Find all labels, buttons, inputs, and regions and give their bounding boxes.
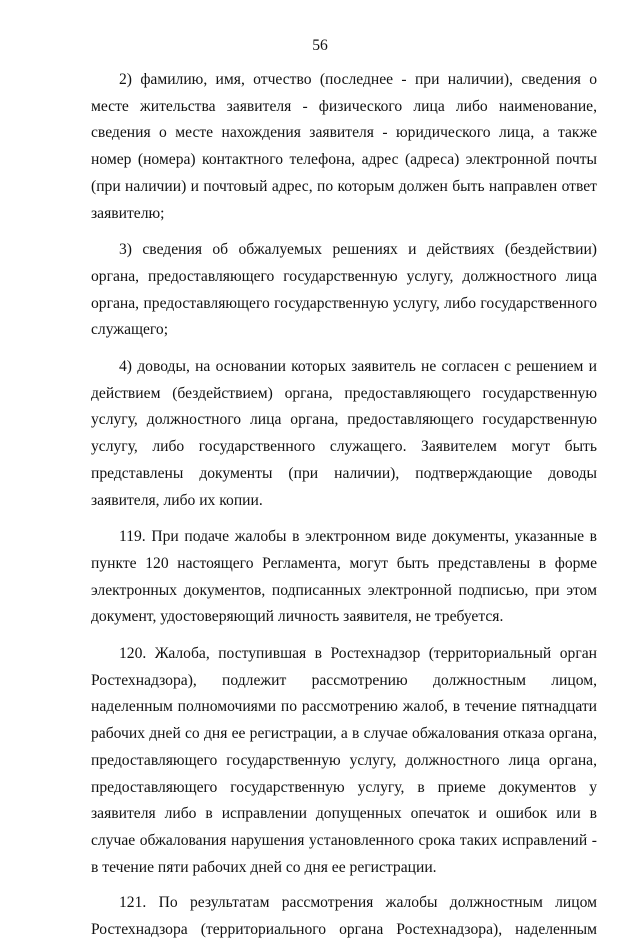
page-number: 56: [312, 37, 328, 54]
paragraph-121-review-results: 121. По результатам рассмотрения жалобы должностным лицом Ростехнадзора (территориального органа Ростехнадзора), наделенным: [91, 894, 597, 939]
paragraph-applicant-details: 2) фамилию, имя, отчество (последнее - при наличии), сведения о месте жительства заявителя - физического лица либо наименование, сведения о месте нахождения заявителя - юридического лица, а также номер (номера) контактного телефона, адрес (адреса) электронной почты (при наличии) и почтовый адрес, по которым должен быть направлен ответ заявителю;: [91, 71, 597, 222]
paragraph-120-review-period: 120. Жалоба, поступившая в Ростехнадзор (территориальный орган Ростехнадзора), подлежит рассмотрению должностным лицом, наделенным полномочиями по рассмотрению жалоб, в течение пятнадцати рабочих дней со дня ее регистрации, а в случае обжалования отказа органа, предоставляющего государственную услугу, должностного лица органа, предоставляющего государственную услугу, в приеме документов у заявителя либо в исправлении допущенных опечаток и ошибок или в случае обжалования нарушения установленного срока таких исправлений - в течение пяти рабочих дней со дня ее регистрации.: [91, 645, 597, 876]
document-body: [91, 67, 597, 944]
paragraph-arguments: 4) доводы, на основании которых заявитель не согласен с решением и действием (бездействием) органа, предоставляющего государственную услугу, должностного лица органа, предоставляющего государственную услугу, либо государственного служащего. Заявителем могут быть представлены документы (при наличии), подтверждающие доводы заявителя, либо их копии.: [91, 358, 597, 509]
paragraph-appealed-decisions: 3) сведения об обжалуемых решениях и действиях (бездействии) органа, предоставляющего государственную услугу, должностного лица органа, предоставляющего государственную услугу, либо государственного служащего;: [91, 241, 597, 339]
paragraph-119-electronic-submission: 119. При подаче жалобы в электронном виде документы, указанные в пункте 120 настоящего Регламента, могут быть представлены в форме электронных документов, подписанных электронной подписью, при этом документ, удостоверяющий личность заявителя, не требуется.: [91, 528, 597, 626]
